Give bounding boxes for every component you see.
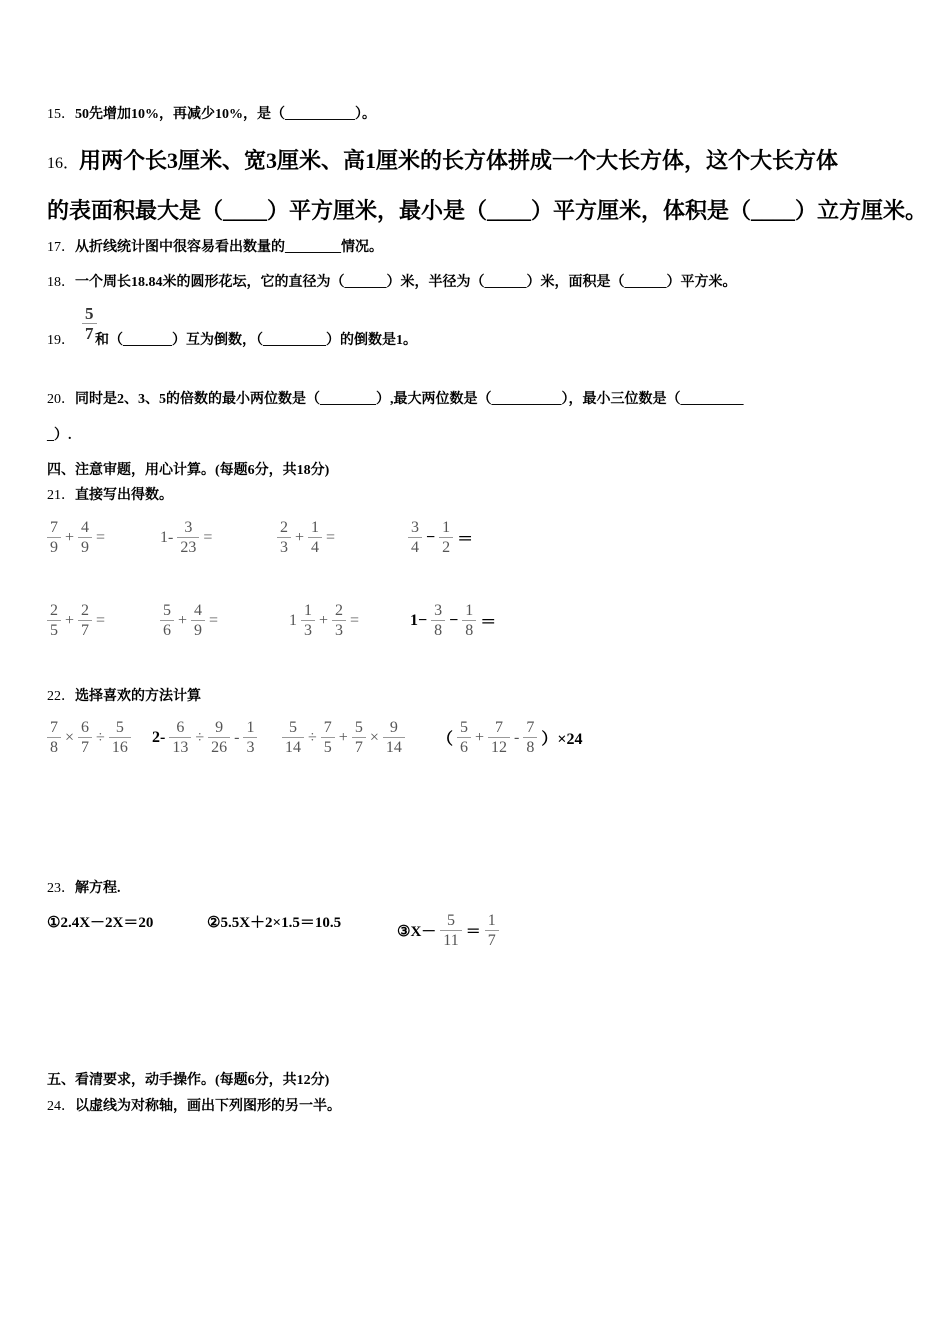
numerator: 5 (460, 719, 469, 736)
operator-text: ÷ (195, 728, 205, 746)
question-number: 24． (47, 1099, 75, 1114)
question-16-line1 (47, 144, 838, 175)
operator-text: ＝ (465, 924, 481, 940)
q21-expression-8 (408, 601, 498, 640)
denominator: 3 (280, 539, 288, 556)
operator-text: 1 (289, 611, 297, 629)
operator-text: × (65, 728, 75, 746)
fraction (321, 718, 335, 757)
operator-text: ③X－ (397, 924, 437, 940)
denominator: 3 (246, 739, 255, 756)
numerator: 1 (442, 519, 451, 536)
fraction (462, 601, 476, 640)
fraction (523, 718, 537, 757)
numerator: 7 (495, 719, 504, 736)
fraction (177, 518, 199, 557)
numerator: 4 (81, 519, 90, 536)
operator-text: = (326, 528, 336, 546)
operator-text: ÷ (308, 728, 317, 746)
operator-text: ）×24 (541, 731, 583, 748)
numerator: 2 (81, 602, 90, 619)
fraction (82, 304, 97, 343)
operator-text: + (295, 528, 305, 546)
fraction (78, 601, 92, 640)
numerator: 3 (434, 602, 443, 619)
q23-expression-1 (45, 911, 155, 932)
denominator: 14 (285, 739, 301, 756)
q22-expression-1 (45, 718, 133, 757)
question-24 (47, 1095, 341, 1115)
question-text: 和（_______）互为倒数，（_________）的倒数是1。 (95, 333, 417, 348)
numerator: 5 (85, 304, 94, 323)
q22-expression-2 (150, 718, 259, 757)
question-19 (47, 329, 417, 349)
operator-text: ＝ (480, 614, 497, 631)
numerator: 5 (163, 602, 171, 619)
numerator: 1 (487, 912, 496, 929)
question-text: 直接写出得数。 (75, 488, 173, 503)
operator-text: + (178, 611, 188, 629)
numerator: 3 (411, 519, 419, 536)
q21-expression-5 (45, 601, 107, 640)
fraction (431, 601, 445, 640)
numerator: 4 (194, 602, 203, 619)
operator-text: = (209, 611, 219, 629)
numerator: 5 (446, 912, 455, 929)
question-text: 以虚线为对称轴，画出下列图形的另一半。 (75, 1099, 341, 1114)
denominator: 5 (50, 622, 58, 639)
numerator: 9 (389, 719, 398, 736)
denominator: 7 (81, 739, 90, 756)
question-20-line1 (47, 388, 744, 408)
q21-expression-2 (158, 518, 214, 557)
question-text: 一个周长18.84米的圆形花坛，它的直径为（______）米，半径为（______）米，面积是（______）平方米。 (75, 275, 737, 290)
denominator: 5 (323, 739, 332, 756)
denominator: 9 (50, 539, 58, 556)
fraction (160, 601, 174, 640)
question-17 (47, 236, 383, 256)
fraction (439, 518, 453, 557)
question-text: 同时是2、3、5的倍数的最小两位数是（________）,最大两位数是（__________），最小三位数是（_________ (75, 392, 744, 407)
numerator: 7 (323, 719, 332, 736)
fraction (485, 911, 499, 950)
operator-text: （ (437, 731, 454, 748)
numerator: 1 (246, 719, 255, 736)
denominator: 7 (487, 932, 496, 949)
fraction (308, 518, 322, 557)
denominator: 26 (211, 739, 228, 756)
fraction (243, 718, 257, 757)
numerator: 2 (50, 602, 58, 619)
numerator: 1 (304, 602, 312, 619)
q23-expression-2 (205, 911, 343, 932)
numerator: 6 (81, 719, 90, 736)
question-18 (47, 271, 737, 291)
fraction (47, 601, 61, 640)
question-number: 23． (47, 881, 75, 896)
question-number: 18． (47, 275, 75, 290)
operator-text: 1- (160, 528, 174, 546)
question-20-line2: _）. (47, 428, 72, 443)
fraction (352, 718, 366, 757)
denominator: 6 (163, 622, 171, 639)
denominator: 11 (443, 932, 459, 949)
fraction (488, 718, 510, 757)
question-21 (47, 484, 173, 504)
operator-text: = (350, 611, 360, 629)
denominator: 14 (385, 739, 402, 756)
numerator: 1 (465, 602, 474, 619)
fraction (78, 718, 92, 757)
operator-text: 2- (152, 728, 166, 746)
question-number: 20． (47, 392, 75, 407)
operator-text: = (203, 528, 213, 546)
question-number: 19． (47, 333, 75, 348)
fraction (208, 718, 230, 757)
fraction (47, 718, 61, 757)
operator-text: - (514, 728, 520, 746)
numerator: 2 (280, 519, 288, 536)
denominator: 4 (311, 539, 320, 556)
question-text: 解方程. (75, 881, 121, 896)
operator-text: − (426, 528, 436, 546)
denominator: 3 (335, 622, 344, 639)
q22-expression-4 (435, 718, 585, 757)
numerator: 5 (289, 719, 297, 736)
fraction (282, 718, 304, 757)
question-text: 用两个长3厘米、宽3厘米、高1厘米的长方体拼成一个大长方体，这个大长方体 (79, 148, 839, 173)
operator-text: + (338, 728, 348, 746)
question-16-line2: 的表面积最大是（____）平方厘米，最小是（____）平方厘米，体积是（____）立方厘米。 (47, 198, 928, 223)
denominator: 8 (526, 739, 535, 756)
section-5-title: 五、看清要求，动手操作。(每题6分，共12分) (47, 1073, 330, 1088)
denominator: 6 (460, 739, 469, 756)
denominator: 9 (194, 622, 203, 639)
denominator: 23 (180, 539, 197, 556)
fraction (301, 601, 315, 640)
operator-text: ＝ (457, 531, 474, 548)
operator-text: 1− (410, 611, 428, 629)
question-text: 50先增加10%，再减少10%，是（__________）。 (75, 107, 376, 122)
denominator: 7 (81, 622, 90, 639)
numerator: 7 (526, 719, 535, 736)
fraction (440, 911, 461, 950)
fraction (78, 518, 92, 557)
denominator: 13 (172, 739, 189, 756)
operator-text: + (65, 611, 75, 629)
q23-expression-3 (395, 911, 501, 950)
fraction (109, 718, 131, 757)
denominator: 4 (411, 539, 419, 556)
fraction (169, 718, 191, 757)
fraction (47, 518, 61, 557)
numerator: 6 (176, 719, 185, 736)
question-number: 22． (47, 689, 75, 704)
operator-text: ②5.5X＋2×1.5＝10.5 (207, 915, 342, 931)
operator-text: + (65, 528, 75, 546)
denominator: 8 (50, 739, 58, 756)
section-4-title: 四、注意审题，用心计算。(每题6分，共18分) (47, 463, 330, 478)
fraction (383, 718, 405, 757)
numerator: 5 (354, 719, 363, 736)
q21-expression-3 (275, 518, 337, 557)
question-22 (47, 685, 201, 705)
operator-text: + (475, 728, 485, 746)
fraction (332, 601, 346, 640)
numerator: 2 (335, 602, 344, 619)
q21-expression-4 (406, 518, 475, 557)
q21-expression-7 (287, 601, 361, 640)
question-23 (47, 877, 121, 897)
denominator: 7 (354, 739, 363, 756)
denominator: 8 (465, 622, 474, 639)
question-number: 16． (47, 155, 80, 172)
operator-text: × (369, 728, 379, 746)
fraction (277, 518, 291, 557)
denominator: 8 (434, 622, 443, 639)
numerator: 9 (215, 719, 224, 736)
question-number: 17． (47, 240, 75, 255)
operator-text: - (234, 728, 240, 746)
operator-text: = (96, 611, 106, 629)
question-number: 21． (47, 488, 75, 503)
fraction (191, 601, 205, 640)
fraction (457, 718, 471, 757)
q21-expression-6 (158, 601, 220, 640)
operator-text: − (449, 611, 459, 629)
denominator: 9 (81, 539, 90, 556)
numerator: 5 (115, 719, 124, 736)
denominator: 12 (491, 739, 508, 756)
q22-expression-3 (280, 718, 407, 757)
operator-text: = (96, 528, 106, 546)
numerator: 7 (50, 719, 58, 736)
denominator: 7 (85, 324, 94, 343)
operator-text: + (319, 611, 329, 629)
question-15 (47, 103, 376, 123)
denominator: 16 (111, 739, 128, 756)
numerator: 1 (311, 519, 320, 536)
question-number: 15． (47, 107, 75, 122)
q21-expression-1 (45, 518, 107, 557)
denominator: 2 (442, 539, 451, 556)
question-text: 从折线统计图中很容易看出数量的________情况。 (75, 240, 383, 255)
numerator: 3 (184, 519, 193, 536)
question-text: 选择喜欢的方法计算 (75, 689, 201, 704)
fraction (408, 518, 422, 557)
denominator: 3 (304, 622, 312, 639)
operator-text: ①2.4X－2X＝20 (47, 915, 154, 931)
numerator: 7 (50, 519, 58, 536)
operator-text: ÷ (96, 728, 105, 746)
